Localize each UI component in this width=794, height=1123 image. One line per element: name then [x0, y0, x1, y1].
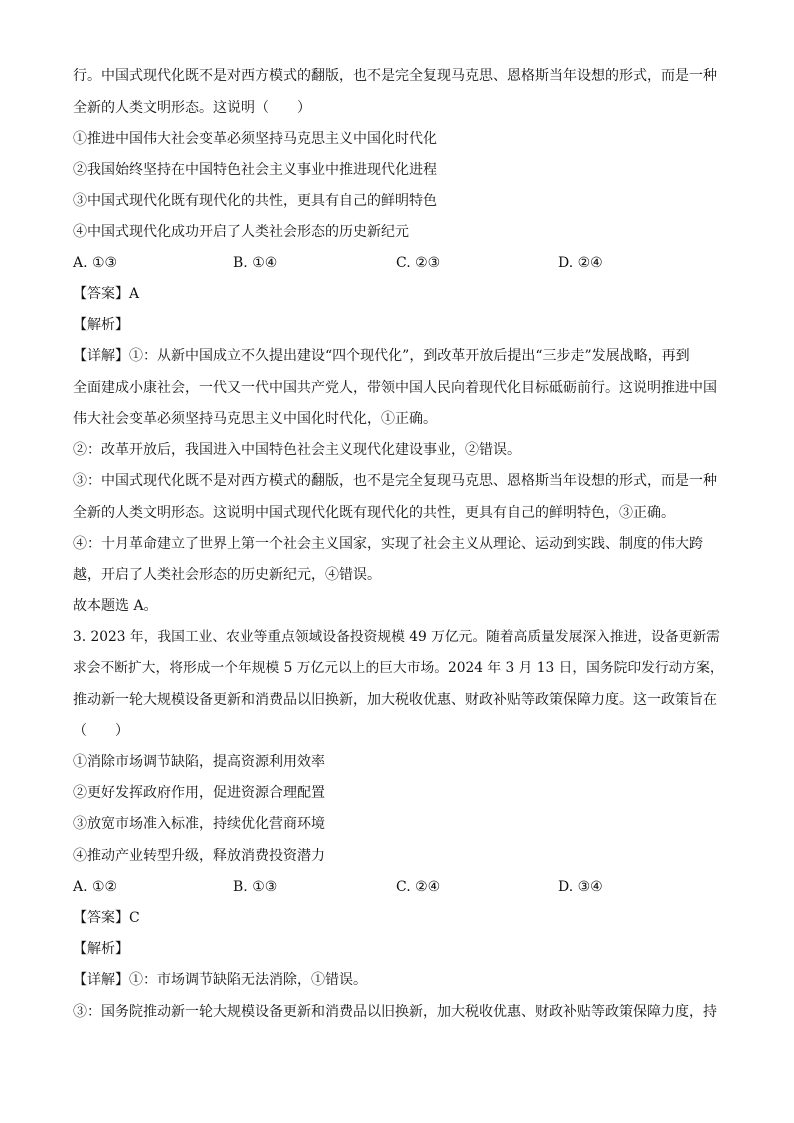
q2-analysis-heading: 【解析】	[73, 317, 129, 333]
q2-detail-line-7: ④：十月革命建立了世界上第一个社会主义国家，实现了社会主义从理论、运动到实践、制度的伟大跨	[73, 536, 703, 552]
q3-stem-line-1: 3. 2023 年，我国工业、农业等重点领域设备投资规模 49 万亿元。随着高质量发展深入推进，设备更新需	[73, 629, 720, 645]
q3-option-b: B. ①③	[233, 879, 278, 895]
q3-statement-2: ②更好发挥政府作用，促进资源合理配置	[73, 785, 325, 801]
q2-option-b: B. ①④	[233, 255, 278, 271]
q2-answer: 【答案】A	[73, 286, 140, 302]
q2-statement-3: ③中国式现代化既有现代化的共性，更具有自己的鲜明特色	[73, 193, 437, 209]
q2-detail-line-6: 全新的人类文明形态。这说明中国式现代化既有现代化的共性，更具有自己的鲜明特色，③正确。	[73, 505, 675, 521]
q3-stem-line-4: （ ）	[73, 723, 129, 739]
q2-option-d: D. ②④	[558, 255, 603, 271]
q3-detail-line-2: ③：国务院推动新一轮大规模设备更新和消费品以旧换新，加大税收优惠、财政补贴等政策保障力度，持	[73, 1004, 717, 1020]
q2-detail-line-3: 伟大社会变革必须坚持马克思主义中国化时代化，①正确。	[73, 411, 437, 427]
q3-analysis-heading: 【解析】	[73, 941, 129, 957]
q2-option-c: C. ②③	[396, 255, 441, 271]
q3-statement-3: ③放宽市场准入标准，持续优化营商环境	[73, 816, 325, 832]
q2-stem-line-2: 全新的人类文明形态。这说明（ ）	[73, 100, 311, 116]
q3-option-a: A. ①②	[73, 879, 118, 895]
q2-detail-line-4: ②：改革开放后，我国进入中国特色社会主义现代化建设事业，②错误。	[73, 442, 521, 458]
q2-detail-line-1: 【详解】①：从新中国成立不久提出建设“四个现代化”，到改革开放后提出“三步走”发展战略，再到	[73, 348, 690, 364]
q3-statement-1: ①消除市场调节缺陷，提高资源利用效率	[73, 754, 325, 770]
q3-stem-line-3: 推动新一轮大规模设备更新和消费品以旧换新，加大税收优惠、财政补贴等政策保障力度。这一政策旨在	[73, 692, 717, 708]
q2-conclusion: 故本题选 A。	[73, 598, 158, 614]
q2-statement-1: ①推进中国伟大社会变革必须坚持马克思主义中国化时代化	[73, 131, 437, 147]
q2-detail-line-2: 全面建成小康社会，一代又一代中国共产党人，带领中国人民向着现代化目标砥砺前行。这说明推进中国	[73, 380, 717, 396]
q3-statement-4: ④推动产业转型升级，释放消费投资潜力	[73, 848, 325, 864]
q2-detail-line-5: ③：中国式现代化既不是对西方模式的翻版，也不是完全复现马克思、恩格斯当年设想的形式，而是一种	[73, 473, 717, 489]
q2-statement-2: ②我国始终坚持在中国特色社会主义事业中推进现代化进程	[73, 162, 437, 178]
q3-option-d: D. ③④	[558, 879, 603, 895]
q2-detail-line-8: 越，开启了人类社会形态的历史新纪元，④错误。	[73, 567, 381, 583]
q3-option-c: C. ②④	[396, 879, 441, 895]
q3-detail-line-1: 【详解】①：市场调节缺陷无法消除，①错误。	[73, 972, 367, 988]
q3-stem-line-2: 求会不断扩大，将形成一个年规模 5 万亿元以上的巨大市场。2024 年 3 月 13 日，国务院印发行动方案，	[73, 660, 724, 676]
q2-option-a: A. ①③	[73, 255, 118, 271]
q2-stem-line-1: 行。中国式现代化既不是对西方模式的翻版，也不是完全复现马克思、恩格斯当年设想的形式，而是一种	[73, 68, 717, 84]
q3-answer: 【答案】C	[73, 910, 140, 926]
q2-statement-4: ④中国式现代化成功开启了人类社会形态的历史新纪元	[73, 224, 409, 240]
